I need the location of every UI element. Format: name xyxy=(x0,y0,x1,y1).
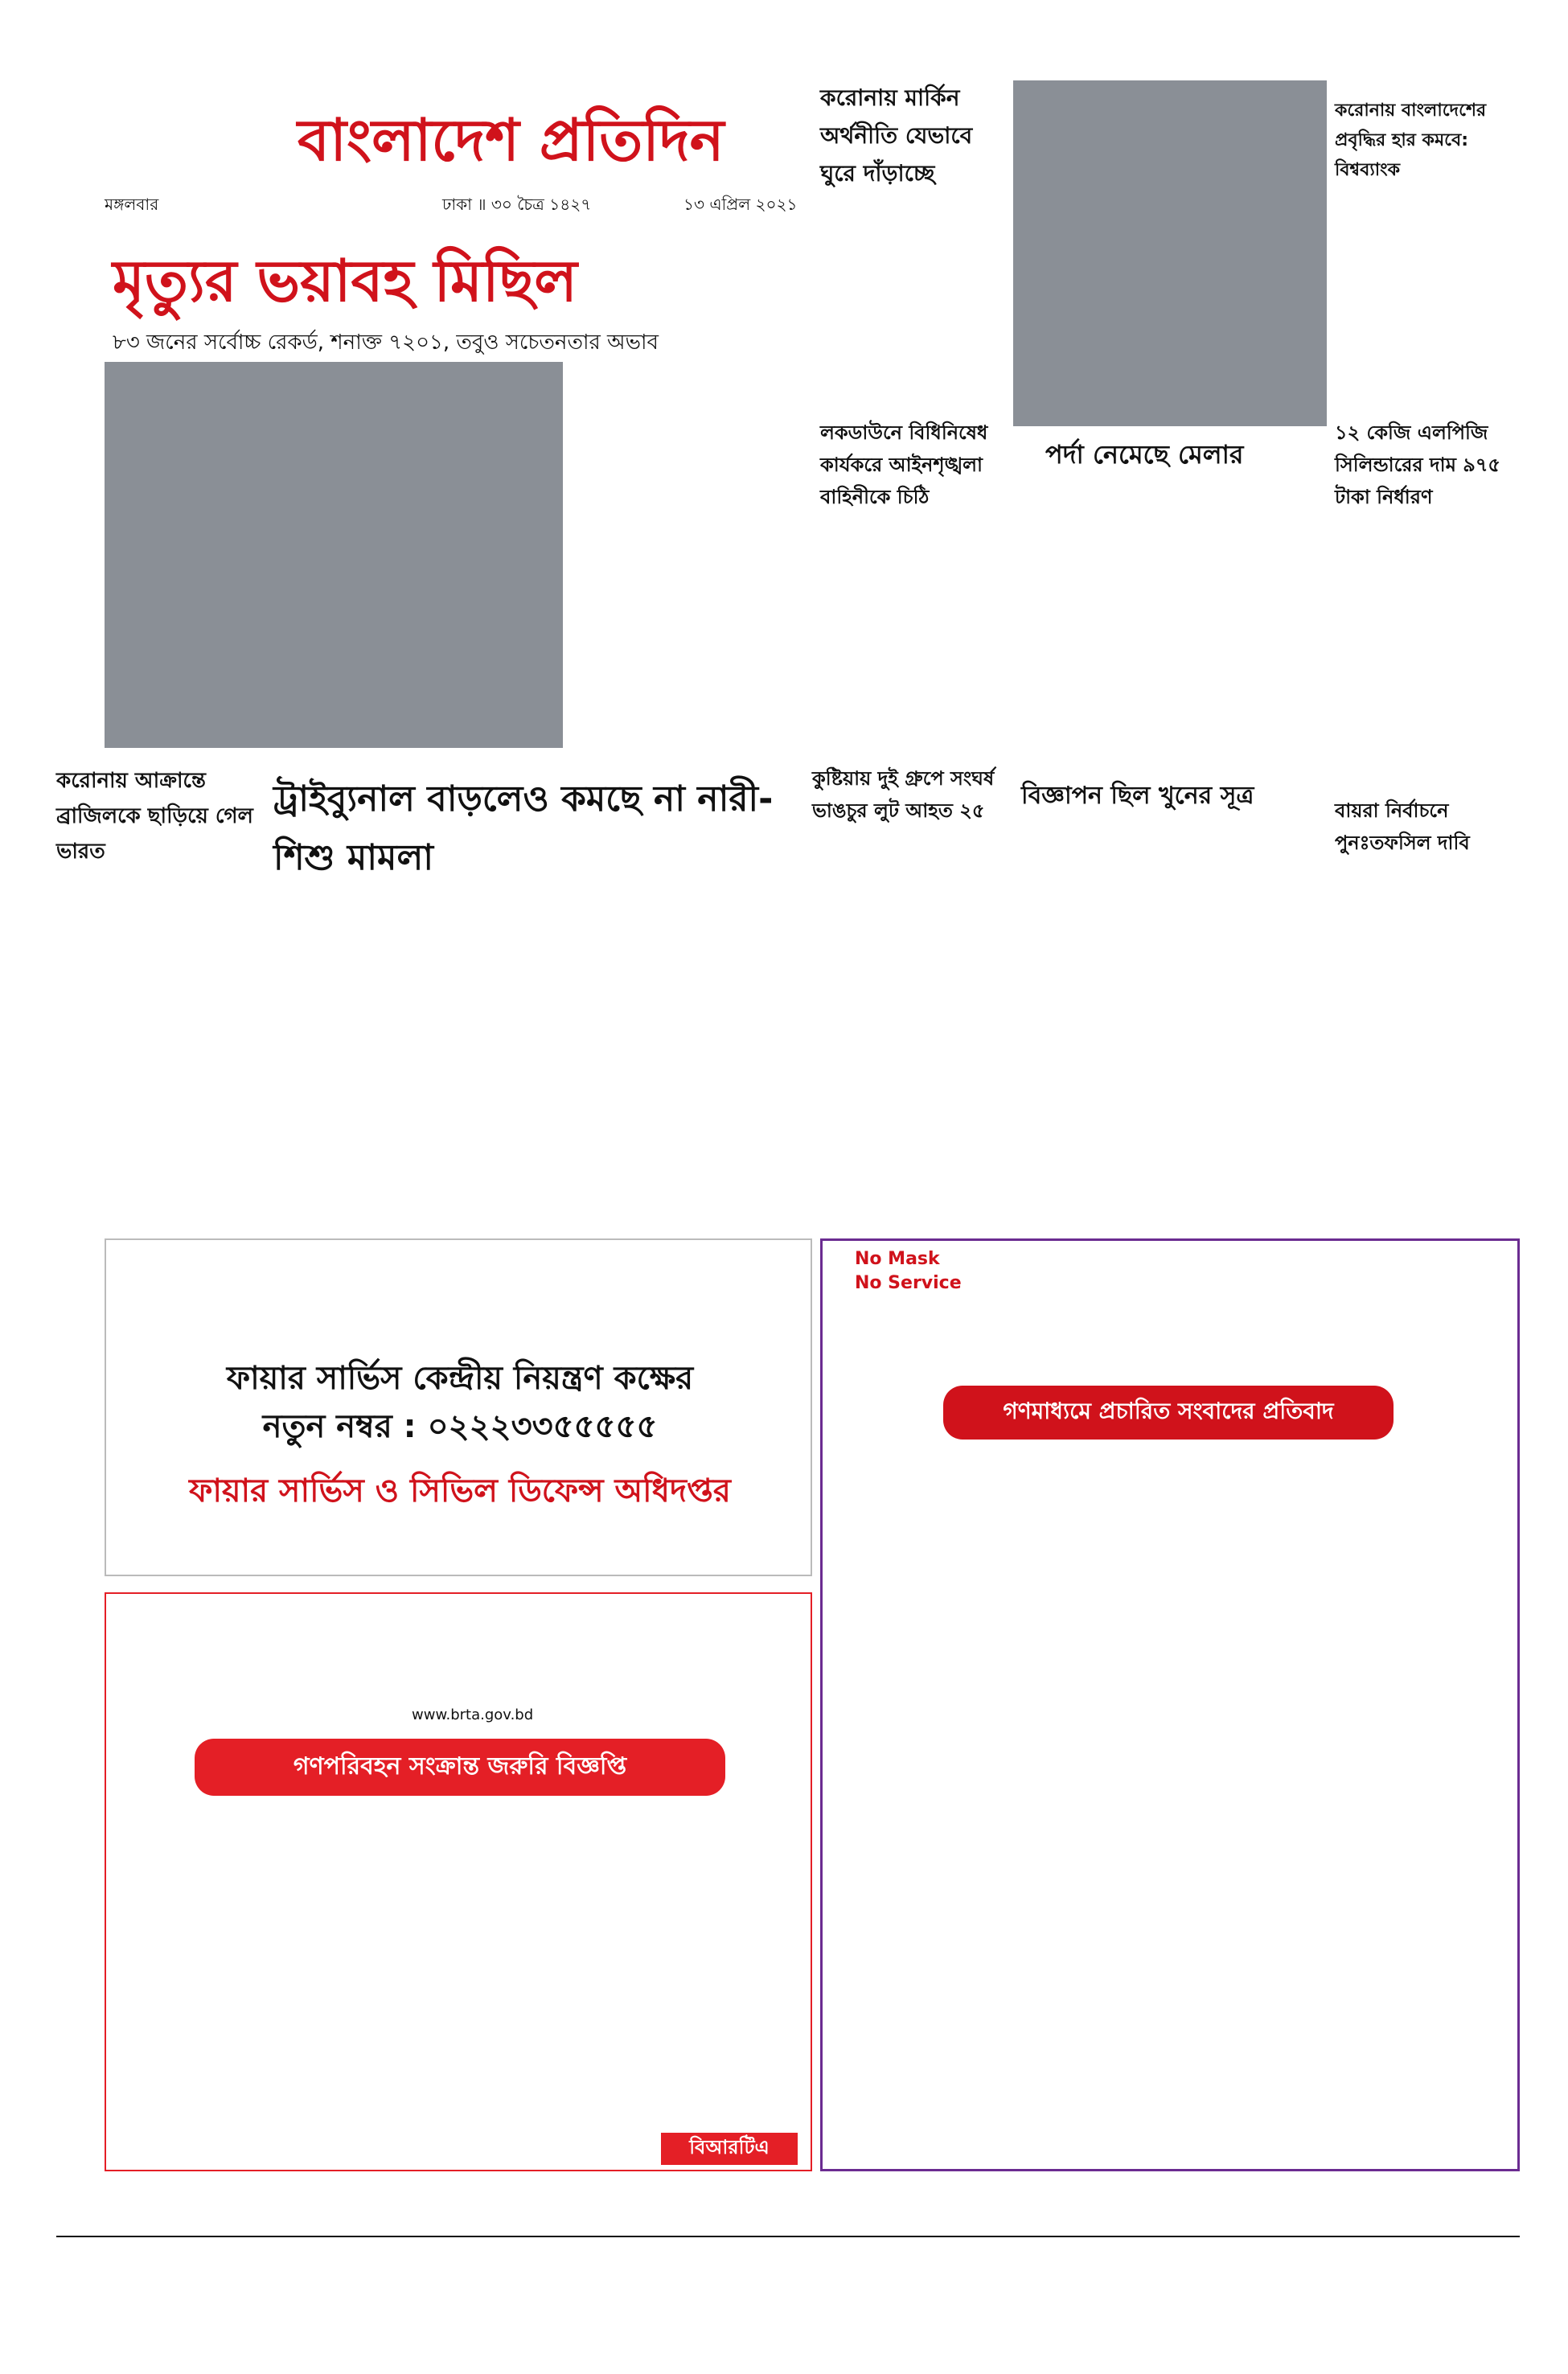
masthead xyxy=(105,64,812,225)
fire-agency: ফায়ার সার্ভিস ও সিভিল ডিফেন্স অধিদপ্তর xyxy=(189,1472,731,1509)
lockdown-headline: লকডাউনে বিধিনিষেধ কার্যকরে আইনশৃঙ্খলা বাহিনীকে চিঠি xyxy=(820,421,988,508)
lpg-headline: ১২ কেজি এলপিজি সিলিন্ডারের দাম ৯৭৫ টাকা নির্ধারণ xyxy=(1335,421,1500,508)
health-text xyxy=(839,1442,1506,2150)
ad-murder-headline: বিজ্ঞাপন ছিল খুনের সূত্র xyxy=(1021,782,1254,810)
market-text xyxy=(820,169,1005,410)
tribunal-headline: ট্রাইব্যুনাল বাড়লেও কমছে না নারী-শিশু মামলা xyxy=(273,778,774,878)
tribunal-text xyxy=(273,869,796,1222)
brta-ad xyxy=(105,1592,812,2171)
worldbank-headline: করোনায় বাংলাদেশের প্রবৃদ্ধির হার কমবে: বিশ্বব্যাংক xyxy=(1335,101,1487,180)
brta-title: গণপরিবহন সংক্রান্ত জরুরি বিজ্ঞপ্তি xyxy=(195,1739,725,1796)
masthead-day: মঙ্গলবার xyxy=(105,195,159,214)
fair-photo xyxy=(1013,80,1327,426)
kushtia-text xyxy=(812,869,1013,1222)
mask-line2: No Service xyxy=(855,1273,962,1293)
masthead-date: ১৩ এপ্রিল ২০২১ xyxy=(683,195,798,214)
brta-text xyxy=(122,1795,798,2133)
fire-line2: নতুন নম্বর : ০২২২৩৩৫৫৫৫৫ xyxy=(262,1408,658,1445)
brazil-headline: করোনায় আক্রান্তে ব্রাজিলকে ছাড়িয়ে গেল ভারত xyxy=(56,769,253,864)
brta-tag: বিআরটিএ xyxy=(661,2133,798,2165)
lpg-text xyxy=(1335,515,1512,748)
lead-photo xyxy=(105,362,563,748)
masthead-city-date: ঢাকা ॥ ৩০ চৈত্র ১৪২৭ xyxy=(442,195,592,214)
fire-line1: ফায়ার সার্ভিস কেন্দ্রীয় নিয়ন্ত্রণ কক্ষের xyxy=(226,1360,694,1397)
masthead-title: বাংলাদেশ প্রতিদিন xyxy=(298,106,724,174)
ad-murder-text xyxy=(1021,820,1319,1222)
voter-text xyxy=(1335,885,1512,1222)
fire-ad xyxy=(105,1238,812,1576)
footer-rule xyxy=(56,2236,1520,2237)
lockdown-text xyxy=(820,515,1005,756)
lead-subhead: ৮৩ জনের সর্বোচ্চ রেকর্ড, শনাক্ত ৭২০১, তবুও সচেতনতার অভাব xyxy=(113,331,659,355)
market-headline: করোনায় মার্কিন অর্থনীতি যেভাবে ঘুরে দাঁড়াচ্ছে xyxy=(820,84,973,187)
lead-text xyxy=(571,362,812,748)
brazil-text xyxy=(56,869,257,1222)
brta-url: www.brta.gov.bd xyxy=(412,1707,534,1723)
health-protest: গণমাধ্যমে প্রচারিত সংবাদের প্রতিবাদ xyxy=(943,1386,1394,1440)
kushtia-headline: কুষ্টিয়ায় দুই গ্রুপে সংঘর্ষ ভাঙচুর লুট আহত ২৫ xyxy=(812,767,995,822)
lead-headline: মৃত্যুর ভয়াবহ মিছিল xyxy=(113,247,577,314)
worldbank-text xyxy=(1335,209,1512,410)
voter-headline: বায়রা নির্বাচনে পুনঃতফসিল দাবি xyxy=(1335,799,1470,854)
health-ad xyxy=(820,1238,1520,2171)
fair-headline: পর্দা নেমেছে মেলার xyxy=(1045,439,1244,470)
mask-line1: No Mask xyxy=(855,1249,940,1269)
footer-text xyxy=(56,2244,1520,2292)
